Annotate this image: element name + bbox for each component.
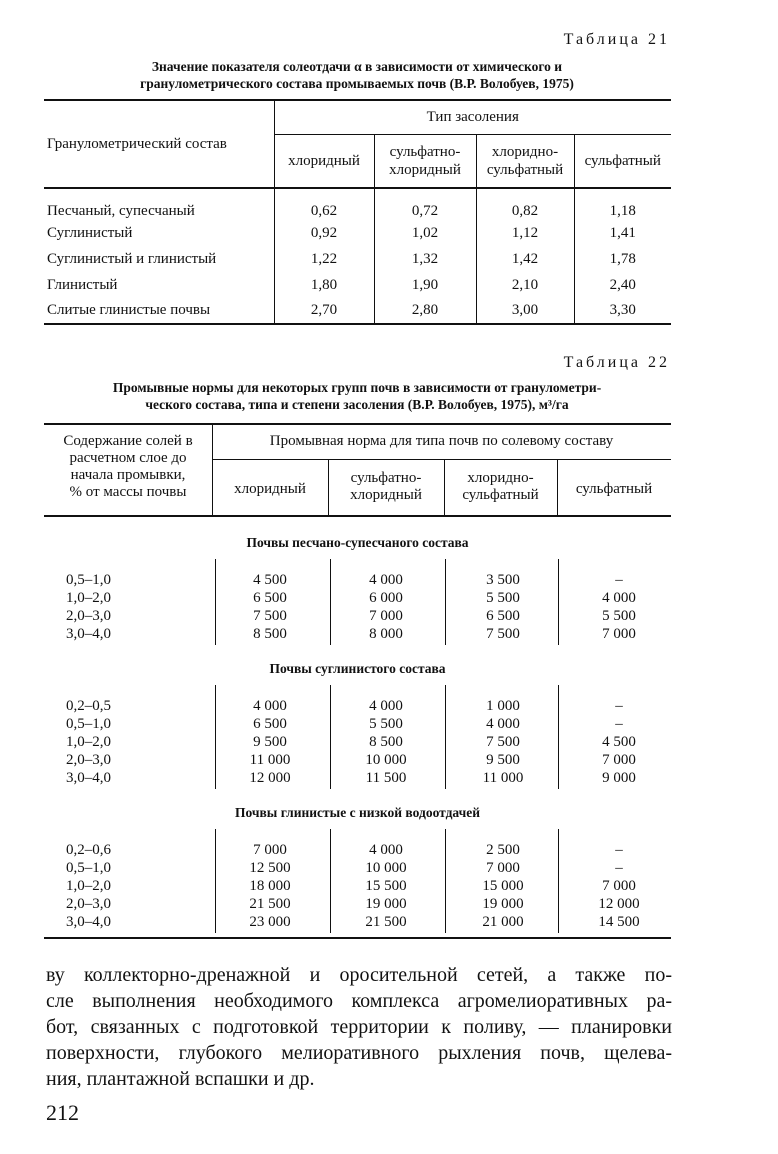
value-cell: – xyxy=(615,716,623,732)
table22 xyxy=(44,423,671,939)
paragraph-line: ву коллекторно-дренажной и оросительной сетей, а также по- xyxy=(46,964,672,986)
value-cell: 5 500 xyxy=(602,608,636,624)
section-title: Почвы суглинистого состава xyxy=(269,661,446,676)
table-cell: 1,02 xyxy=(374,220,476,246)
header-line: Содержание солей в xyxy=(63,433,193,449)
table-cell: 1,18 xyxy=(574,188,671,220)
column-ranges xyxy=(66,697,156,787)
range-cell: 1,0–2,0 xyxy=(66,590,111,606)
value-cell: 12 500 xyxy=(249,860,291,876)
header-chloride-sulfate xyxy=(444,470,557,504)
value-cell: 15 500 xyxy=(365,878,407,894)
column-chloride xyxy=(230,571,310,643)
table-row xyxy=(44,272,671,298)
value-cell: 10 000 xyxy=(365,860,407,876)
header-line: хлоридный xyxy=(350,487,422,503)
column-chloride-sulfate xyxy=(458,697,548,787)
paragraph-line: поверхности, глубокого мелиоративного рыхления почв, щелева- xyxy=(46,1042,672,1064)
table-cell: 1,32 xyxy=(374,246,476,272)
header-sulfate-chloride xyxy=(374,134,476,188)
range-cell: 2,0–3,0 xyxy=(66,896,111,912)
table-row xyxy=(44,298,671,324)
value-cell: 7 000 xyxy=(602,878,636,894)
column-sulfate xyxy=(574,841,664,931)
value-cell: 14 500 xyxy=(598,914,640,930)
value-cell: – xyxy=(615,860,623,876)
header-divider xyxy=(212,459,671,460)
table21 xyxy=(44,99,671,325)
page-number: 212 xyxy=(46,1100,79,1125)
value-cell: 15 000 xyxy=(482,878,524,894)
column-divider xyxy=(445,829,446,933)
header-line: сульфатный xyxy=(462,487,539,503)
table-cell: 2,40 xyxy=(609,276,636,293)
header-granulometric: Гранулометрический состав xyxy=(44,100,274,188)
column-divider xyxy=(215,559,216,645)
value-cell: 4 000 xyxy=(369,698,403,714)
header-line: хлоридно- xyxy=(491,143,559,160)
row-label: Глинистый xyxy=(44,272,274,298)
table-cell: 1,12 xyxy=(476,220,574,246)
value-cell: 6 500 xyxy=(253,716,287,732)
range-cell: 1,0–2,0 xyxy=(66,878,111,894)
column-sulfate xyxy=(574,571,664,643)
value-cell: 19 000 xyxy=(365,896,407,912)
header-sulfate-chloride xyxy=(328,470,444,504)
table21-caption-line: Значение показателя солеотдачи α в зависимости от химического и xyxy=(151,59,563,74)
table-cell: 1,42 xyxy=(476,246,574,272)
table22-caption xyxy=(44,379,670,413)
table-row xyxy=(44,220,671,246)
value-cell: 12 000 xyxy=(249,770,291,786)
value-cell: – xyxy=(615,572,623,588)
table-cell: 1,80 xyxy=(274,272,374,298)
table-cell: 0,62 xyxy=(274,188,374,220)
value-cell: 4 000 xyxy=(253,698,287,714)
column-divider xyxy=(215,829,216,933)
value-cell: 4 500 xyxy=(253,572,287,588)
value-cell: 2 500 xyxy=(486,842,520,858)
table-cell: 0,72 xyxy=(374,188,476,220)
row-label: Песчаный, супесчаный xyxy=(44,188,274,220)
body-paragraph xyxy=(46,962,672,1092)
header-line: сульфатный xyxy=(486,161,564,178)
table-cell: 0,82 xyxy=(476,188,574,220)
range-cell: 3,0–4,0 xyxy=(66,626,111,642)
header-sulfate: сульфатный xyxy=(584,152,661,169)
value-cell: 23 000 xyxy=(249,914,291,930)
value-cell: 8 000 xyxy=(369,626,403,642)
table21-label: Таблица 21 xyxy=(563,31,670,48)
column-ranges xyxy=(66,841,156,931)
range-cell: 0,2–0,5 xyxy=(66,698,111,714)
header-line: сульфатно- xyxy=(350,470,422,486)
value-cell: 5 500 xyxy=(486,590,520,606)
row-label: Суглинистый xyxy=(44,220,274,246)
table22-caption-line: Промывные нормы для некоторых групп почв в зависимости от гранулометри- xyxy=(112,380,602,395)
value-cell: 7 000 xyxy=(486,860,520,876)
table-cell: 2,70 xyxy=(274,298,374,324)
column-sulfate xyxy=(574,697,664,787)
range-cell: 0,5–1,0 xyxy=(66,860,111,876)
column-divider xyxy=(558,829,559,933)
column-divider xyxy=(558,559,559,645)
value-cell: 6 000 xyxy=(369,590,403,606)
table22-label: Таблица 22 xyxy=(563,354,670,371)
header-washing-norm: Промывная норма для типа почв по солевому составу xyxy=(269,433,614,449)
value-cell: 9 500 xyxy=(253,734,287,750)
value-cell: 11 500 xyxy=(365,770,407,786)
value-cell: 4 000 xyxy=(486,716,520,732)
column-divider xyxy=(330,829,331,933)
section-title: Почвы глинистые с низкой водоотдачей xyxy=(234,805,481,820)
value-cell: 5 500 xyxy=(369,716,403,732)
header-line: расчетном слое до xyxy=(69,450,187,466)
range-cell: 2,0–3,0 xyxy=(66,608,111,624)
value-cell: 6 500 xyxy=(253,590,287,606)
row-label: Суглинистый и глинистый xyxy=(44,246,274,272)
column-chloride-sulfate xyxy=(458,571,548,643)
header-line: хлоридный xyxy=(389,161,461,178)
table21-caption xyxy=(44,58,670,92)
section-title: Почвы песчано-супесчаного состава xyxy=(246,535,469,550)
value-cell: 7 500 xyxy=(253,608,287,624)
range-cell: 0,2–0,6 xyxy=(66,842,111,858)
header-line: сульфатно- xyxy=(389,143,461,160)
column-divider xyxy=(558,685,559,789)
header-chloride: хлоридный xyxy=(274,134,374,188)
header-salinity-type: Тип засоления xyxy=(274,100,671,134)
value-cell: – xyxy=(615,698,623,714)
value-cell: 19 000 xyxy=(482,896,524,912)
column-sulfate-chloride xyxy=(346,571,426,643)
range-cell: 2,0–3,0 xyxy=(66,752,111,768)
value-cell: 11 000 xyxy=(249,752,291,768)
column-divider xyxy=(330,685,331,789)
value-cell: 7 500 xyxy=(486,626,520,642)
table-cell: 1,90 xyxy=(374,272,476,298)
range-cell: 0,5–1,0 xyxy=(66,716,111,732)
header-line: начала промывки, xyxy=(70,467,186,483)
value-cell: 6 500 xyxy=(486,608,520,624)
value-cell: 4 500 xyxy=(602,734,636,750)
value-cell: 7 000 xyxy=(602,626,636,642)
column-chloride xyxy=(230,841,310,931)
table-cell: 1,78 xyxy=(609,250,636,267)
value-cell: 21 500 xyxy=(365,914,407,930)
header-line: % от массы почвы xyxy=(69,484,187,500)
column-sulfate-chloride xyxy=(346,697,426,787)
column-sulfate-chloride xyxy=(346,841,426,931)
table-cell: 0,92 xyxy=(274,220,374,246)
value-cell: 7 000 xyxy=(602,752,636,768)
value-cell: 10 000 xyxy=(365,752,407,768)
header-bottom-rule xyxy=(44,515,671,517)
value-cell: 7 000 xyxy=(253,842,287,858)
value-cell: 7 500 xyxy=(486,734,520,750)
header-chloride: хлоридный xyxy=(234,481,306,497)
paragraph-line: ния, плантажной вспашки и др. xyxy=(46,1068,315,1090)
column-divider xyxy=(330,559,331,645)
column-ranges xyxy=(66,571,156,643)
range-cell: 0,5–1,0 xyxy=(66,572,111,588)
value-cell: 4 000 xyxy=(369,842,403,858)
value-cell: 11 000 xyxy=(482,770,524,786)
table22-caption-line: ческого состава, типа и степени засоления (В.Р. Волобуев, 1975), м³/га xyxy=(145,397,569,412)
paragraph-line: сле выполнения необходимого комплекса агромелиоративных ра- xyxy=(46,990,672,1012)
table-cell: 3,30 xyxy=(574,298,671,324)
table-row xyxy=(44,188,671,220)
range-cell: 3,0–4,0 xyxy=(66,770,111,786)
value-cell: 3 500 xyxy=(486,572,520,588)
table21-caption-line: гранулометрического состава промываемых почв (В.Р. Волобуев, 1975) xyxy=(140,76,574,91)
value-cell: 8 500 xyxy=(253,626,287,642)
value-cell: 12 000 xyxy=(598,896,640,912)
value-cell: 8 500 xyxy=(369,734,403,750)
value-cell: 18 000 xyxy=(249,878,291,894)
column-divider xyxy=(215,685,216,789)
table-cell: 3,00 xyxy=(476,298,574,324)
table-cell: 2,80 xyxy=(374,298,476,324)
table-cell: 1,41 xyxy=(609,224,636,241)
column-chloride xyxy=(230,697,310,787)
value-cell: – xyxy=(615,842,623,858)
table-cell: 1,22 xyxy=(274,246,374,272)
header-line: хлоридно- xyxy=(467,470,534,486)
value-cell: 9 500 xyxy=(486,752,520,768)
table-cell: 2,10 xyxy=(476,272,574,298)
value-cell: 1 000 xyxy=(486,698,520,714)
value-cell: 4 000 xyxy=(369,572,403,588)
column-divider xyxy=(445,685,446,789)
range-cell: 1,0–2,0 xyxy=(66,734,111,750)
column-divider xyxy=(445,559,446,645)
value-cell: 4 000 xyxy=(602,590,636,606)
header-chloride-sulfate xyxy=(476,134,574,188)
value-cell: 21 500 xyxy=(249,896,291,912)
value-cell: 9 000 xyxy=(602,770,636,786)
row-label: Слитые глинистые почвы xyxy=(44,298,274,324)
value-cell: 21 000 xyxy=(482,914,524,930)
paragraph-line: бот, связанных с подготовкой территории к поливу, — планировки xyxy=(46,1016,672,1038)
range-cell: 3,0–4,0 xyxy=(66,914,111,930)
table-row xyxy=(44,246,671,272)
header-sulfate: сульфатный xyxy=(575,481,653,497)
header-salt-content xyxy=(44,433,212,501)
value-cell: 7 000 xyxy=(369,608,403,624)
column-chloride-sulfate xyxy=(458,841,548,931)
